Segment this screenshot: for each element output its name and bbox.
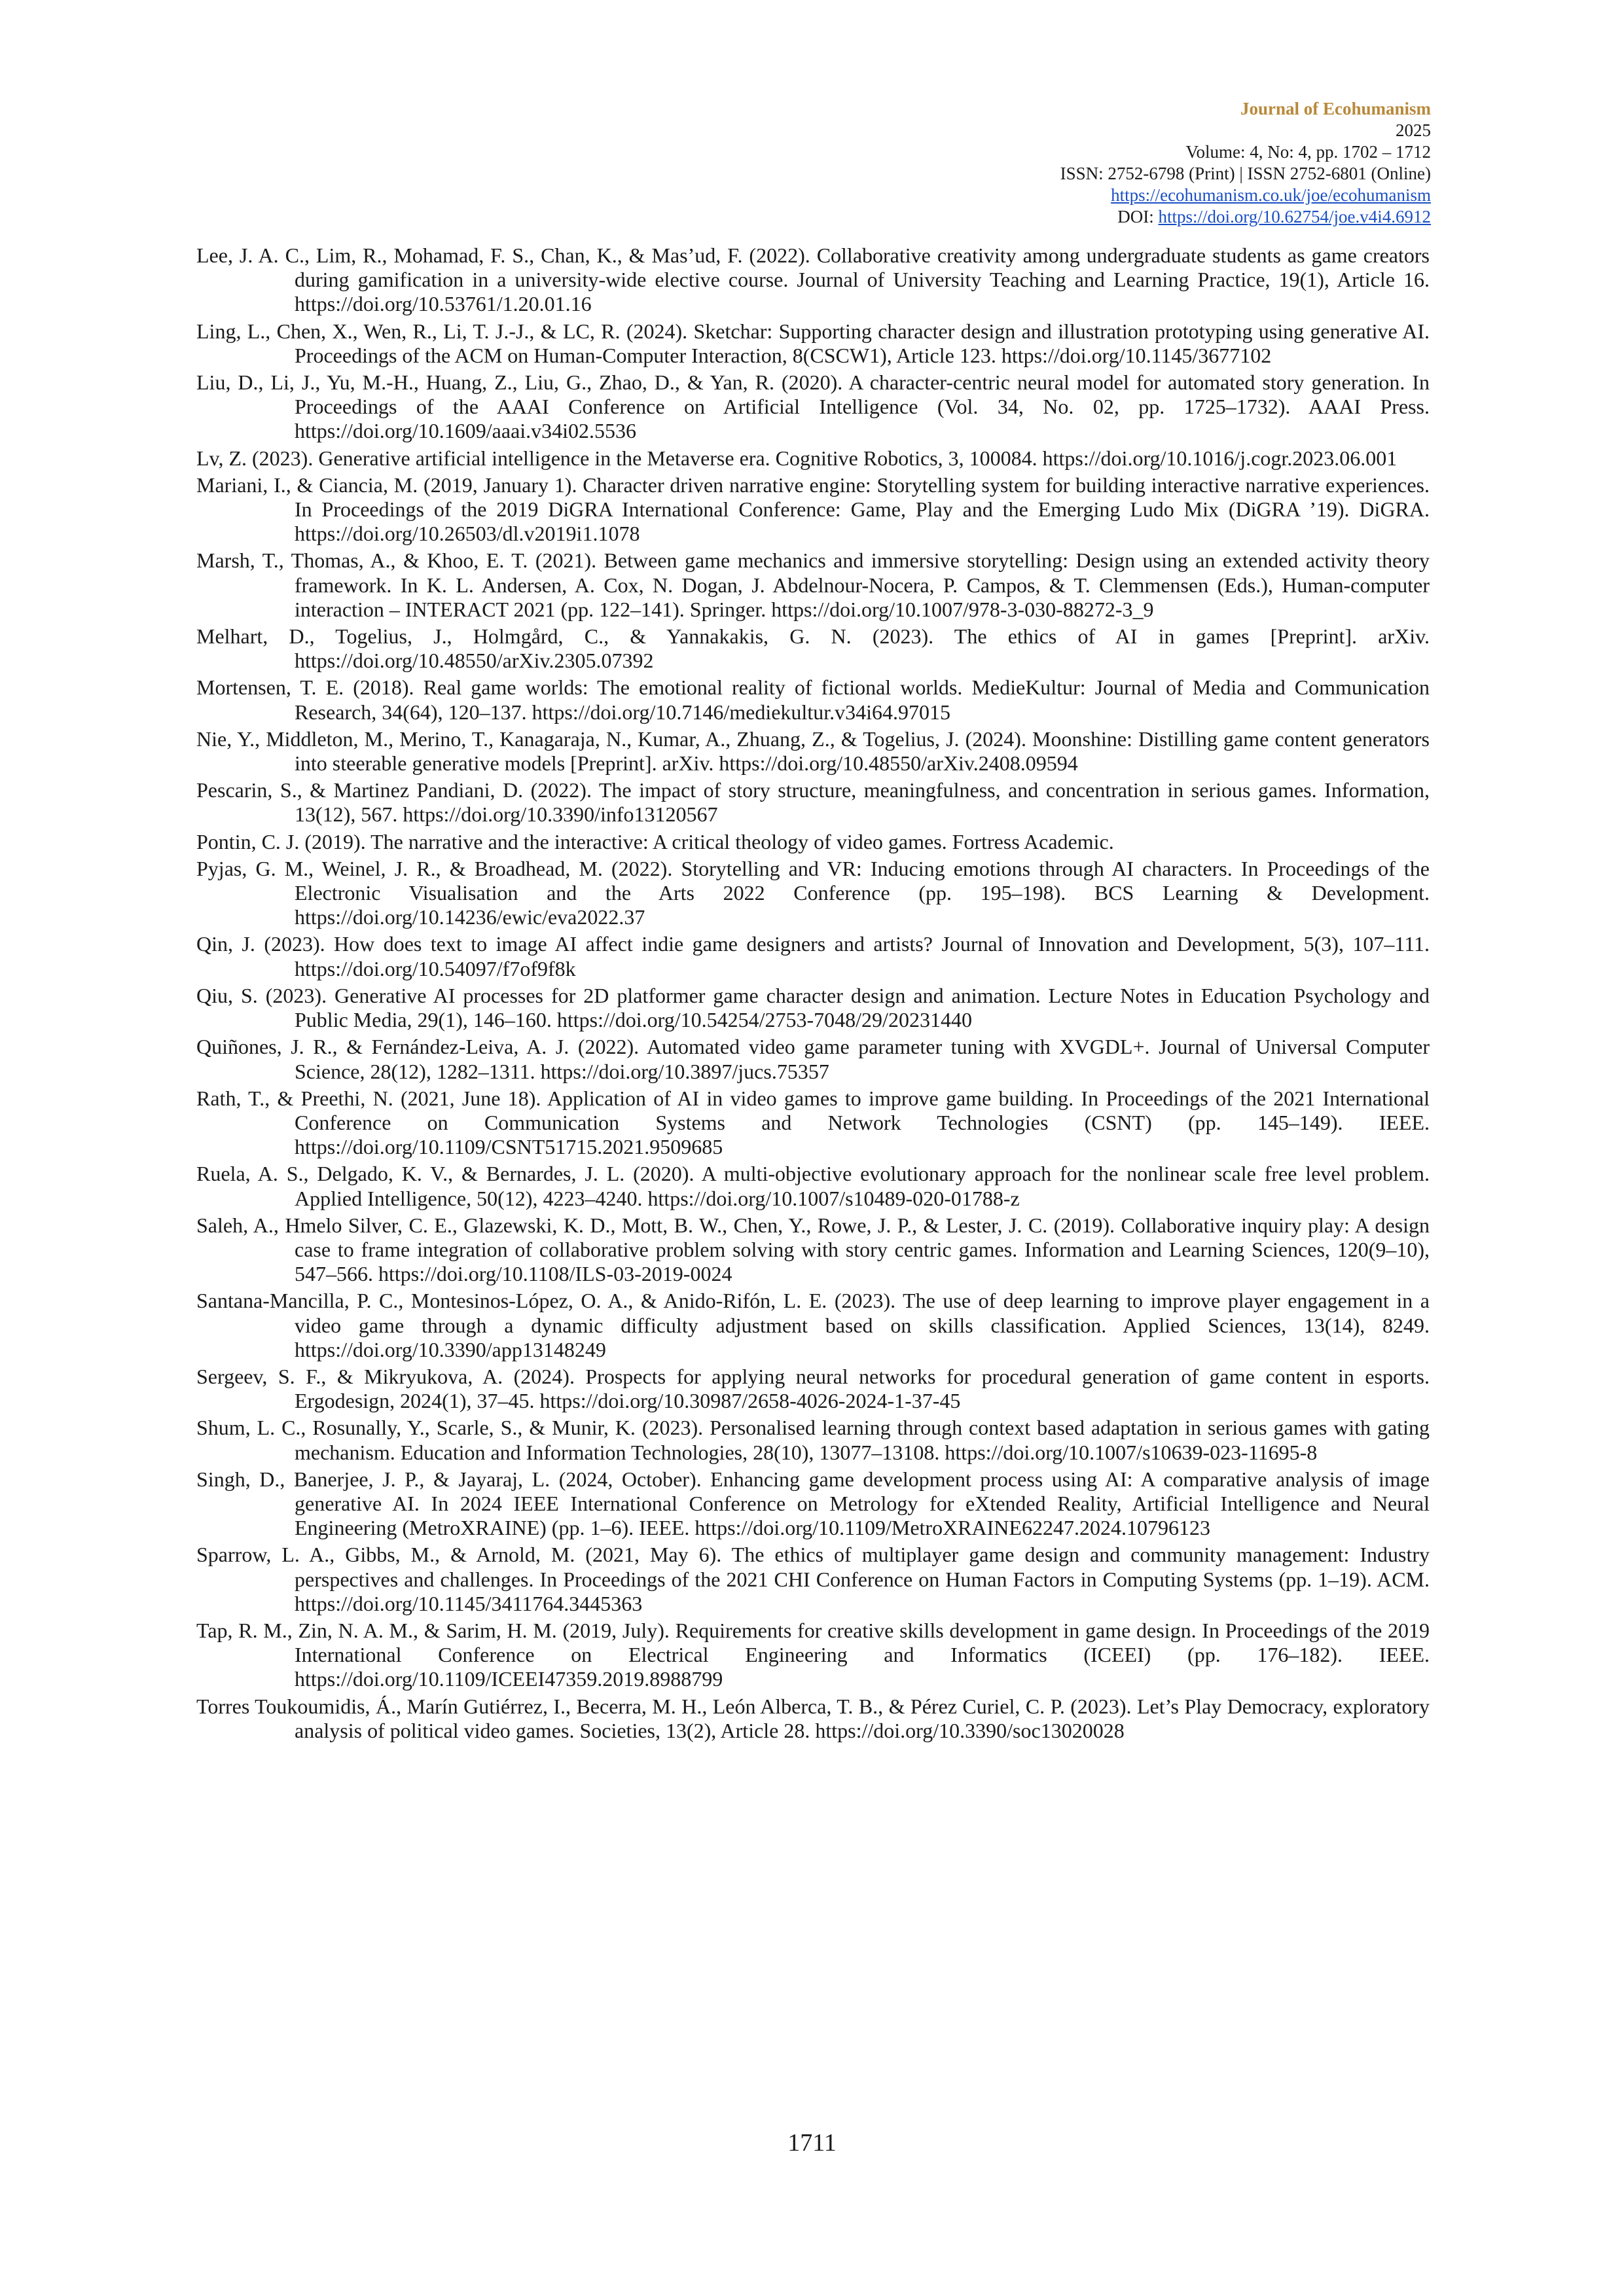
reference-entry: Mariani, I., & Ciancia, M. (2019, January 1). Character driven narrative engine: Storytelling system for building interactive narrative experiences. In Proceedings of the 2019 DiGRA International Conference: Game, Play and the Emerging Ludo Mix (DiGRA ’19). DiGRA. https://doi.org/10.26503/dl.v2019i1.1078: [196, 473, 1430, 546]
reference-entry: Pontin, C. J. (2019). The narrative and the interactive: A critical theology of video games. Fortress Academic.: [196, 829, 1114, 853]
reference-entry: Sparrow, L. A., Gibbs, M., & Arnold, M. (2021, May 6). The ethics of multiplayer game design and community management: Industry perspectives and challenges. In Proceedings of the 2021 CHI Conference on Human Factors in Computing Systems (pp. 1–19). ACM. https://doi.org/10.1145/3411764.3445363: [196, 1543, 1430, 1615]
reference-entry: Lv, Z. (2023). Generative artificial intelligence in the Metaverse era. Cognitive Robotics, 3, 100084. https://doi.org/10.1016/j.cogr.2023.06.001: [196, 446, 1398, 470]
reference-entry: Pyjas, G. M., Weinel, J. R., & Broadhead, M. (2022). Storytelling and VR: Inducing emotions through AI characters. In Proceedings of the Electronic Visualisation and the Arts 2022 Conference (pp. 195–198). BCS Learning & Development. https://doi.org/10.14236/ewic/eva2022.37: [196, 856, 1430, 929]
reference-entry: Sergeev, S. F., & Mikryukova, A. (2024). Prospects for applying neural networks for procedural generation of game content in esports. Ergodesign, 2024(1), 37–45. https://doi.org/10.30987/2658-4026-2024-1-37-45: [196, 1364, 1430, 1413]
journal-url-link[interactable]: https://ecohumanism.co.uk/joe/ecohumanism: [1111, 185, 1431, 205]
journal-doi-line: [711, 206, 1431, 228]
reference-entry: Quiñones, J. R., & Fernández-Leiva, A. J. (2022). Automated video game parameter tuning with XVGDL+. Journal of Universal Computer Science, 28(12), 1282–1311. https://doi.org/10.3897/jucs.75357: [196, 1035, 1430, 1083]
page-number: 1711: [787, 2129, 837, 2157]
doi-label: DOI:: [1117, 207, 1159, 226]
journal-name: Journal of Ecohumanism: [1240, 99, 1431, 118]
journal-header: [711, 98, 1431, 228]
reference-entry: Lee, J. A. C., Lim, R., Mohamad, F. S., Chan, K., & Mas’ud, F. (2022). Collaborative creativity among undergraduate students as game creators during gamification in a university-wide elective course. Journal of University Teaching and Learning Practice, 19(1), Article 16. https://doi.org/10.53761/1.20.01.16: [196, 243, 1430, 316]
reference-entry: Marsh, T., Thomas, A., & Khoo, E. T. (2021). Between game mechanics and immersive storytelling: Design using an extended activity theory framework. In K. L. Andersen, A. Cox, N. Dogan, J. Abdelnour-Nocera, P. Campos, & T. Clemmensen (Eds.), Human-computer interaction – INTERACT 2021 (pp. 122–141). Springer. https://doi.org/10.1007/978-3-030-88272-3_9: [196, 548, 1430, 621]
reference-entry: Melhart, D., Togelius, J., Holmgård, C., & Yannakakis, G. N. (2023). The ethics of AI in games [Preprint]. arXiv. https://doi.org/10.48550/arXiv.2305.07392: [196, 624, 1430, 673]
reference-entry: Ruela, A. S., Delgado, K. V., & Bernardes, J. L. (2020). A multi-objective evolutionary approach for the nonlinear scale free level problem. Applied Intelligence, 50(12), 4223–4240. https://doi.org/10.1007/s10489-020-01788-z: [196, 1162, 1430, 1210]
reference-entry: Nie, Y., Middleton, M., Merino, T., Kanagaraja, N., Kumar, A., Zhuang, Z., & Togelius, J. (2024). Moonshine: Distilling game content generators into steerable generative models [Preprint]. arXiv. https://doi.org/10.48550/arXiv.2408.09594: [196, 726, 1430, 776]
journal-issn: ISSN: 2752-6798 (Print) | ISSN 2752-6801 (Online): [1060, 164, 1431, 183]
reference-entry: Santana-Mancilla, P. C., Montesinos-López, O. A., & Anido-Rifón, L. E. (2023). The use of deep learning to improve player engagement in a video game through a dynamic difficulty adjustment based on skills classification. Applied Sciences, 13(14), 8249. https://doi.org/10.3390/app13148249: [196, 1289, 1430, 1361]
reference-entry: Tap, R. M., Zin, N. A. M., & Sarim, H. M. (2019, July). Requirements for creative skills development in game design. In Proceedings of the 2019 International Conference on Electrical Engineering and Informatics (ICEEI) (pp. 176–182). IEEE. https://doi.org/10.1109/ICEEI47359.2019.8988799: [196, 1618, 1430, 1691]
reference-entry: Liu, D., Li, J., Yu, M.-H., Huang, Z., Liu, G., Zhao, D., & Yan, R. (2020). A character-centric neural model for automated story generation. In Proceedings of the AAAI Conference on Artificial Intelligence (Vol. 34, No. 02, pp. 1725–1732). AAAI Press. https://doi.org/10.1609/aaai.v34i02.5536: [196, 370, 1430, 443]
reference-entry: Qin, J. (2023). How does text to image AI affect indie game designers and artists? Journal of Innovation and Development, 5(3), 107–111. https://doi.org/10.54097/f7of9f8k: [196, 932, 1430, 980]
reference-entry: Rath, T., & Preethi, N. (2021, June 18). Application of AI in video games to improve game building. In Proceedings of the 2021 International Conference on Communication Systems and Network Technologies (CSNT) (pp. 145–149). IEEE. https://doi.org/10.1109/CSNT51715.2021.9509685: [196, 1086, 1430, 1159]
reference-entry: Mortensen, T. E. (2018). Real game worlds: The emotional reality of fictional worlds. MedieKultur: Journal of Media and Communication Research, 34(64), 120–137. https://doi.org/10.7146/mediekultur.v34i64.97015: [196, 675, 1430, 724]
reference-entry: Ling, L., Chen, X., Wen, R., Li, T. J.-J., & LC, R. (2024). Sketchar: Supporting character design and illustration prototyping using generative AI. Proceedings of the ACM on Human-Computer Interaction, 8(CSCW1), Article 123. https://doi.org/10.1145/3677102: [196, 319, 1430, 367]
journal-volume: Volume: 4, No: 4, pp. 1702 – 1712: [1185, 142, 1431, 162]
journal-year: 2025: [1396, 120, 1431, 140]
reference-entry: Singh, D., Banerjee, J. P., & Jayaraj, L. (2024, October). Enhancing game development process using AI: A comparative analysis of image generative AI. In 2024 IEEE International Conference on Metrology for eXtended Reality, Artificial Intelligence and Neural Engineering (MetroXRAINE) (pp. 1–6). IEEE. https://doi.org/10.1109/MetroXRAINE62247.2024.10796123: [196, 1467, 1430, 1540]
reference-list: [196, 243, 1430, 1746]
reference-entry: Shum, L. C., Rosunally, Y., Scarle, S., & Munir, K. (2023). Personalised learning through context based adaptation in serious games with gating mechanism. Education and Information Technologies, 28(10), 13077–13108. https://doi.org/10.1007/s10639-023-11695-8: [196, 1416, 1430, 1464]
doi-link[interactable]: https://doi.org/10.62754/joe.v4i4.6912: [1158, 207, 1431, 226]
reference-entry: Pescarin, S., & Martinez Pandiani, D. (2022). The impact of story structure, meaningfulness, and concentration in serious games. Information, 13(12), 567. https://doi.org/10.3390/info13120567: [196, 778, 1430, 827]
reference-entry: Saleh, A., Hmelo Silver, C. E., Glazewski, K. D., Mott, B. W., Chen, Y., Rowe, J. P., & Lester, J. C. (2019). Collaborative inquiry play: A design case to frame integration of collaborative problem solving with story centric games. Information and Learning Sciences, 120(9–10), 547–566. https://doi.org/10.1108/ILS-03-2019-0024: [196, 1213, 1430, 1286]
reference-entry: Qiu, S. (2023). Generative AI processes for 2D platformer game character design and animation. Lecture Notes in Education Psychology and Public Media, 29(1), 146–160. https://doi.org/10.54254/2753-7048/29/20231440: [196, 983, 1430, 1032]
reference-entry: Torres Toukoumidis, Á., Marín Gutiérrez, I., Becerra, M. H., León Alberca, T. B., & Pérez Curiel, C. P. (2023). Let’s Play Democracy, exploratory analysis of political video games. Societies, 13(2), Article 28. https://doi.org/10.3390/soc13020028: [196, 1694, 1430, 1742]
